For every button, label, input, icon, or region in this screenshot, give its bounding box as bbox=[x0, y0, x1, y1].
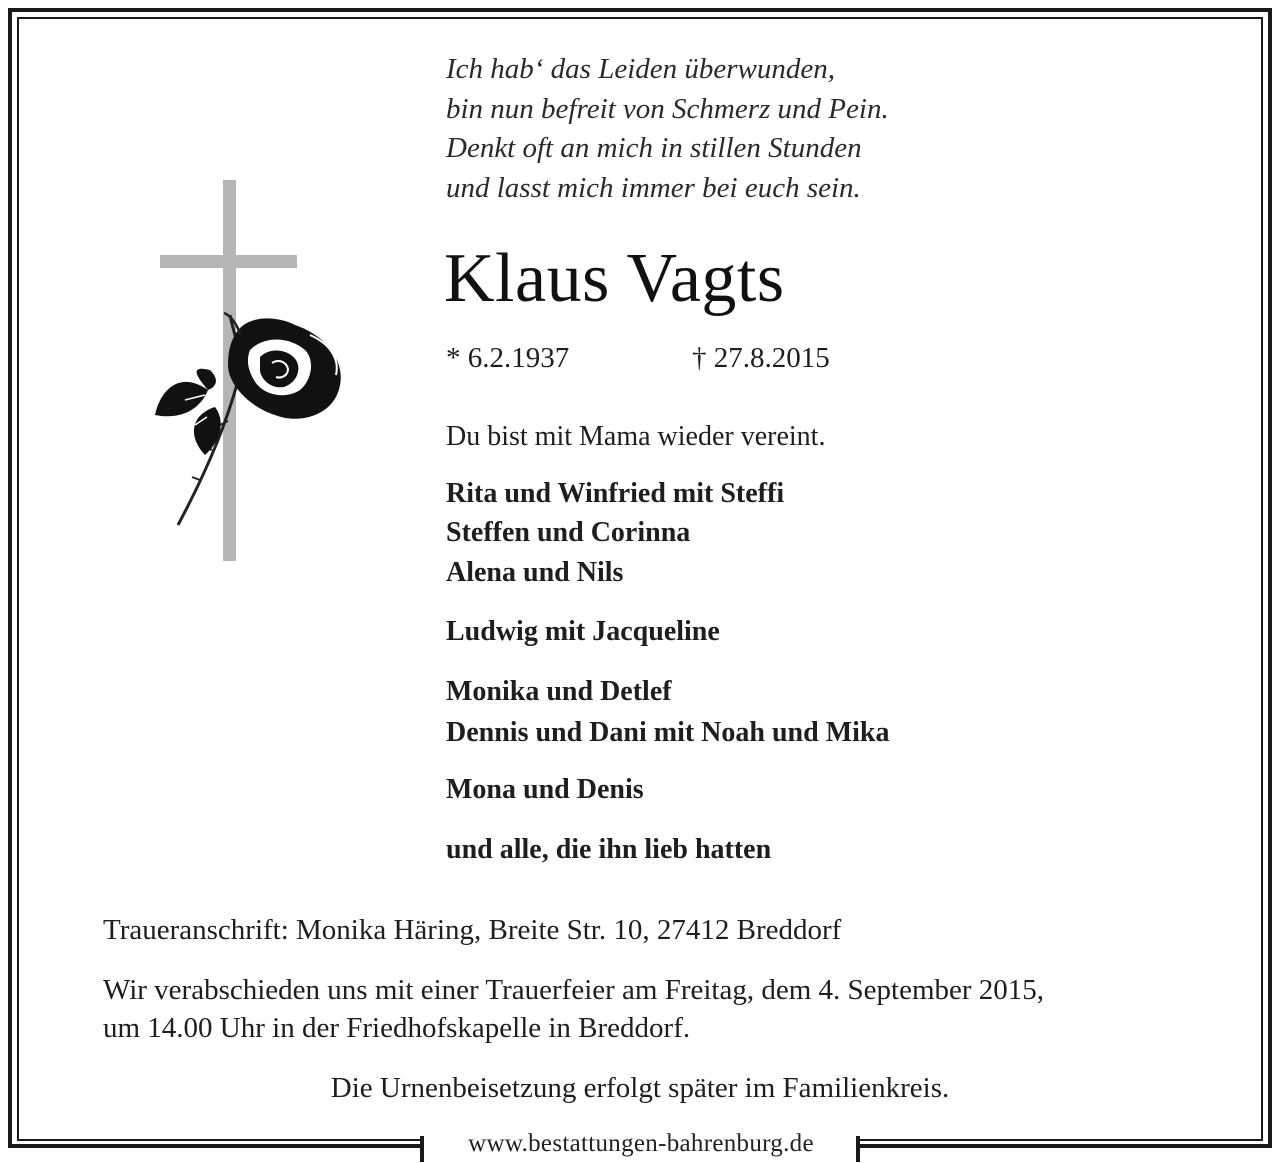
family-line: und alle, die ihn lieb hatten bbox=[446, 834, 772, 865]
birth-date: * 6.2.1937 bbox=[446, 342, 570, 374]
family-line: Dennis und Dani mit Noah und Mika bbox=[446, 717, 890, 748]
cross-with-rose-icon bbox=[150, 175, 350, 565]
family-line: Rita und Winfried mit Steffi bbox=[446, 478, 785, 509]
death-date: † 27.8.2015 bbox=[692, 342, 830, 374]
footer-url: www.bestattungen-bahrenburg.de bbox=[468, 1130, 814, 1157]
reunited-text: Du bist mit Mama wieder vereint. bbox=[446, 421, 826, 452]
service-line: Wir verabschieden uns mit einer Trauerfeier am Freitag, dem 4. September 2015, bbox=[103, 974, 1045, 1006]
family-line: Mona und Denis bbox=[446, 774, 644, 805]
poem-line: Ich hab‘ das Leiden überwunden, bbox=[446, 53, 836, 85]
deceased-name: Klaus Vagts bbox=[444, 240, 785, 317]
poem-line: bin nun befreit von Schmerz und Pein. bbox=[446, 92, 889, 125]
family-line: Alena und Nils bbox=[446, 557, 624, 588]
family-line: Monika und Detlef bbox=[446, 676, 672, 707]
poem-line: Denkt oft an mich in stillen Stunden bbox=[446, 132, 862, 164]
service-line: um 14.00 Uhr in der Friedhofskapelle in Breddorf. bbox=[103, 1012, 691, 1044]
urn-burial-note: Die Urnenbeisetzung erfolgt später im Familienkreis. bbox=[330, 1072, 950, 1104]
family-line: Steffen und Corinna bbox=[446, 517, 691, 548]
poem-line: und lasst mich immer bei euch sein. bbox=[446, 171, 861, 204]
family-line: Ludwig mit Jacqueline bbox=[446, 616, 720, 647]
mourning-address: Traueranschrift: Monika Häring, Breite Str. 10, 27412 Breddorf bbox=[103, 914, 842, 946]
poem bbox=[446, 50, 889, 208]
service-announcement bbox=[103, 971, 1044, 1047]
